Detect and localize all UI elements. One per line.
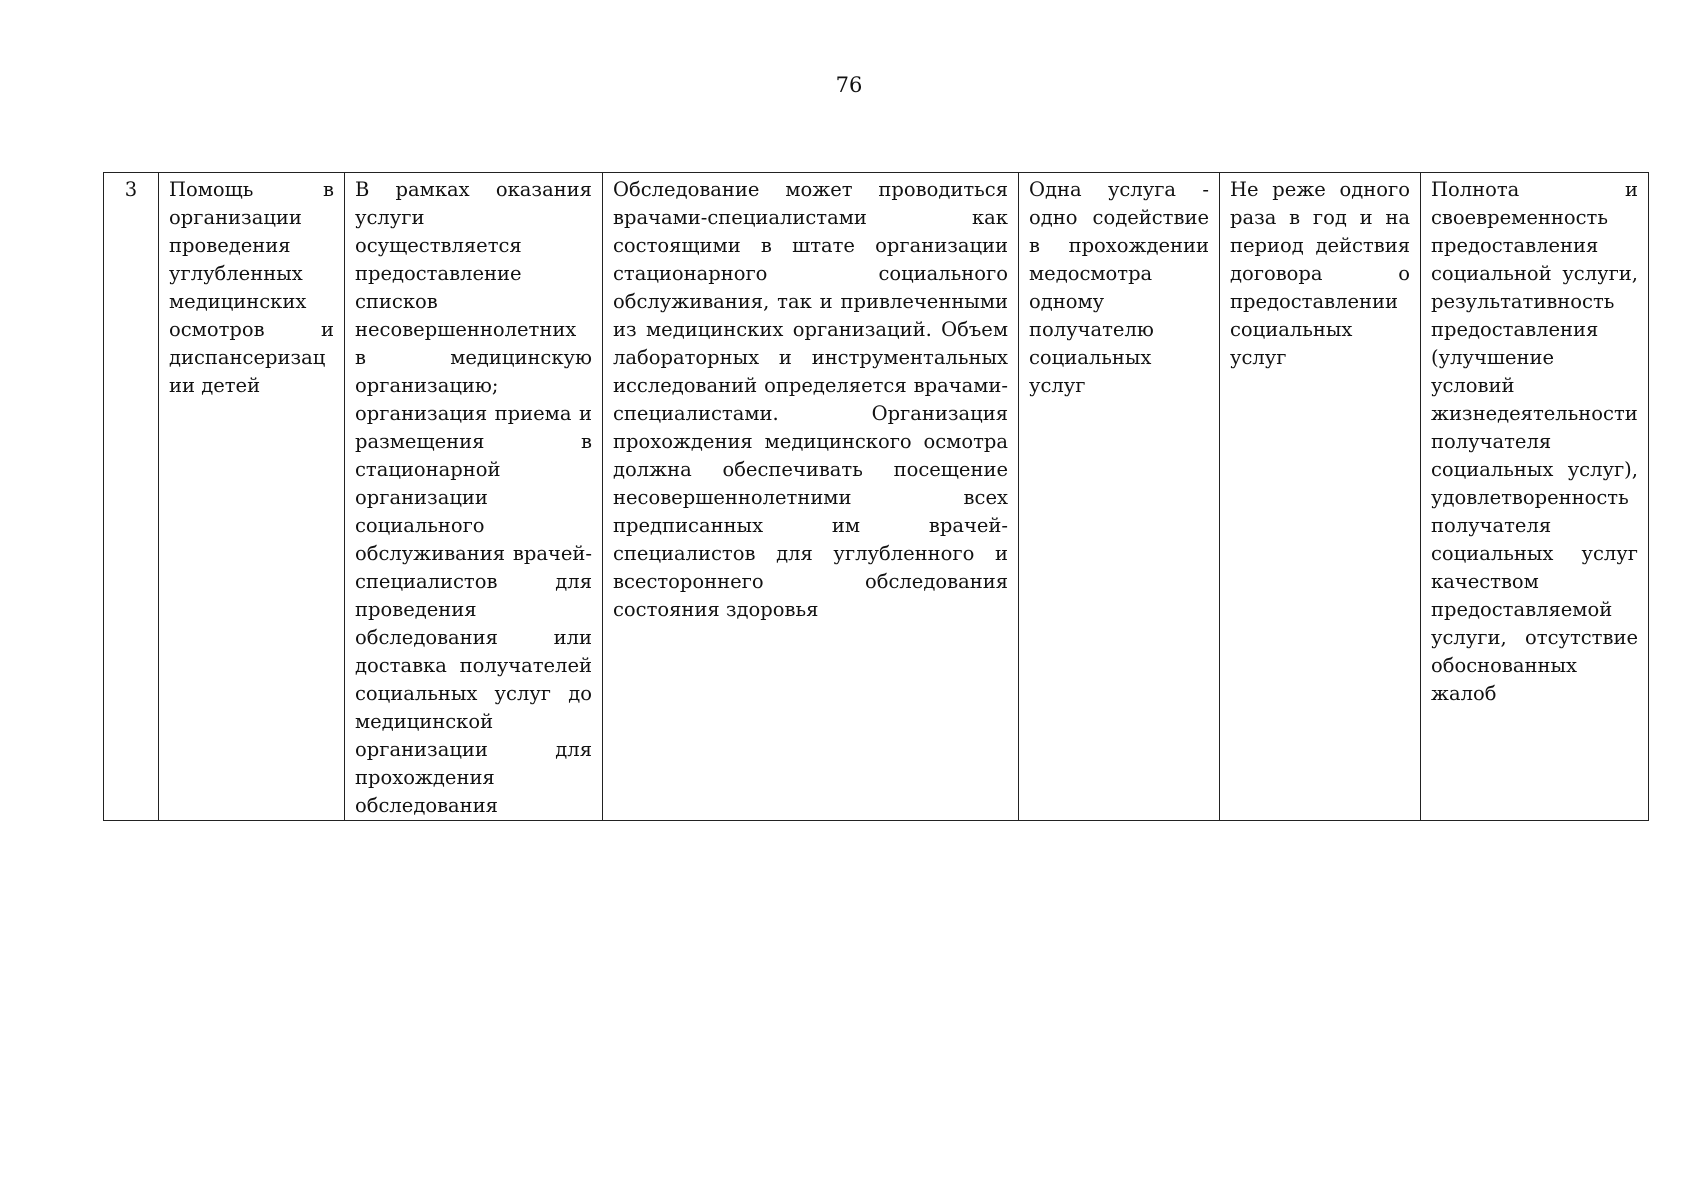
service-description: В рамках оказания услуги осуществляется предоставление списков несовершеннолетних в медицинскую организацию; организация приема и размещения в стационарной организации социального обслуживания врачей-специалистов для проведения обследования или доставка получателей социальных услуг до медицинской организации для прохождения обследования <box>355 178 592 817</box>
service-name-cell <box>159 173 345 821</box>
service-frequency-cell <box>1220 173 1421 821</box>
service-conditions: Обследование может проводиться врачами-специалистами как состоящими в штате организации стационарного социального обслуживания, так и привлеченными из медицинских организаций. Объем лабораторных и инструментальных исследований определяется врачами-специалистами. Организация прохождения медицинского осмотра должна обеспечивать посещение несовершеннолетними всех предписанных им врачей-специалистов для углубленного и всестороннего обследования состояния здоровья <box>613 178 1008 621</box>
services-table <box>103 172 1649 821</box>
service-unit-cell <box>1019 173 1220 821</box>
row-number-cell <box>104 173 159 821</box>
service-frequency: Не реже одного раза в год и на период действия договора о предоставлении социальных услуг <box>1230 178 1410 369</box>
row-number: 3 <box>124 178 138 201</box>
service-description-cell <box>345 173 603 821</box>
service-unit: Одна услуга - одно содействие в прохождении медосмотра одному получателю социальных услуг <box>1029 178 1209 397</box>
service-quality: Полнота и своевременность предоставления социальной услуги, результативность предоставления (улучшение условий жизнедеятельности получателя социальных услуг), удовлетворенность получателя социальных услуг качеством предоставляемой услуги, отсутствие обоснованных жалоб <box>1431 178 1638 705</box>
table-row <box>104 173 1649 821</box>
service-quality-cell <box>1421 173 1649 821</box>
service-conditions-cell <box>603 173 1019 821</box>
service-name: Помощь в организации проведения углубленных медицинских осмотров и диспансеризац ии детей <box>169 178 334 397</box>
page-number: 76 <box>835 73 863 97</box>
